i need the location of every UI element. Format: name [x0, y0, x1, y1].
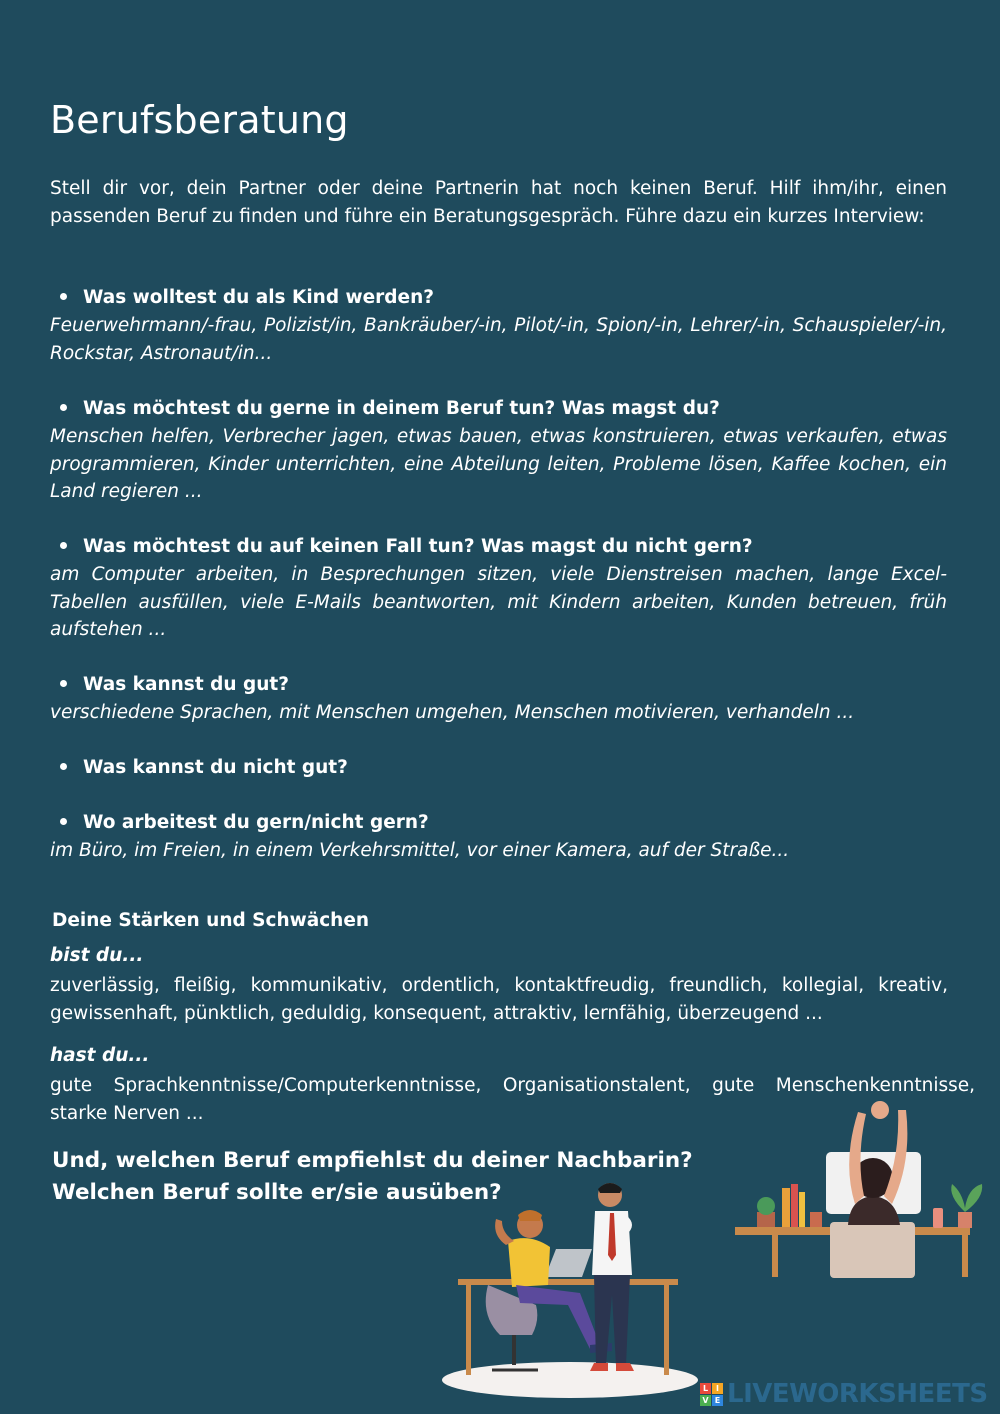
men-at-desk-illustration — [440, 1175, 700, 1400]
question-4: Was kannst du gut? — [60, 671, 289, 698]
liveworksheets-watermark — [700, 1378, 988, 1410]
book-icon — [799, 1192, 805, 1228]
answer-1: Feuerwehrmann/-frau, Polizist/in, Bankräuber/-in, Pilot/-in, Spion/-in, Lehrer/-in, Schauspieler/-in, Rockstar, Astronaut/in... — [50, 315, 947, 364]
desk-icon — [458, 1279, 678, 1285]
book-icon — [782, 1188, 790, 1228]
plant-icon — [951, 1184, 982, 1212]
answer-3: am Computer arbeiten, in Besprechungen sitzen, viele Dienstreisen machen, lange Excel-Tabellen ausfüllen, viele E-Mails beantworten, mit Kindern arbeiten, Kunden betreuen, früh aufstehen ... — [50, 564, 947, 640]
bullet-icon — [60, 404, 67, 411]
bist-du-text: zuverlässig, fleißig, kommunikativ, ordentlich, kontaktfreudig, freundlich, kollegial, kreativ, gewissenhaft, pünktlich, geduldig, konsequent, attraktiv, lernfähig, überzeugend ... — [50, 975, 948, 1024]
plant-icon — [757, 1197, 775, 1215]
strengths-heading: Deine Stärken und Schwächen — [52, 910, 370, 931]
bullet-icon — [60, 763, 67, 770]
hast-du-label: hast du... — [50, 1045, 150, 1066]
chair-icon — [830, 1222, 915, 1278]
hast-du-text: gute Sprachkenntnisse/Computerkenntnisse, Organisationstalent, gute Menschenkenntnisse, starke Nerven ... — [50, 1075, 975, 1124]
liveworksheets-logo-icon: L I V E — [700, 1383, 723, 1406]
answer-6: im Büro, im Freien, in einem Verkehrsmittel, vor einer Kamera, auf der Straße... — [50, 840, 790, 861]
bullet-icon — [60, 293, 67, 300]
question-1: Was wolltest du als Kind werden? — [60, 284, 434, 311]
answer-2: Menschen helfen, Verbrecher jagen, etwas bauen, etwas konstruieren, etwas verkaufen, etwas programmieren, Kinder unterrichten, eine Abteilung leiten, Probleme lösen, Kaffee kochen, ein Land regieren ... — [50, 426, 947, 502]
bist-du-label: bist du... — [50, 945, 144, 966]
final-question-1: Und, welchen Beruf empfiehlst du deiner Nachbarin? — [52, 1148, 693, 1173]
question-2: Was möchtest du gerne in deinem Beruf tun? Was magst du? — [60, 395, 720, 422]
question-5: Was kannst du nicht gut? — [60, 754, 348, 781]
final-question-2: Welchen Beruf sollte er/sie ausüben? — [52, 1180, 502, 1205]
woman-at-desk-illustration — [730, 1100, 990, 1285]
bullet-icon — [60, 542, 67, 549]
answer-4: verschiedene Sprachen, mit Menschen umgehen, Menschen motivieren, verhandeln ... — [50, 702, 855, 723]
bullet-icon — [60, 680, 67, 687]
book-icon — [791, 1184, 798, 1228]
page-title: Berufsberatung — [50, 98, 349, 142]
laptop-icon — [545, 1249, 592, 1277]
bullet-icon — [60, 818, 67, 825]
intro-text: Stell dir vor, dein Partner oder deine Partnerin hat noch keinen Beruf. Hilf ihm/ihr, einen passenden Beruf zu finden und führe ein Beratungsgespräch. Führe dazu ein kurzes Interview: — [50, 178, 947, 227]
mug-icon — [810, 1212, 822, 1228]
watermark-text: LIVEWORKSHEETS — [727, 1379, 988, 1409]
question-6: Wo arbeitest du gern/nicht gern? — [60, 809, 429, 836]
question-3: Was möchtest du auf keinen Fall tun? Was magst du nicht gern? — [60, 533, 753, 560]
bottle-icon — [933, 1208, 943, 1228]
